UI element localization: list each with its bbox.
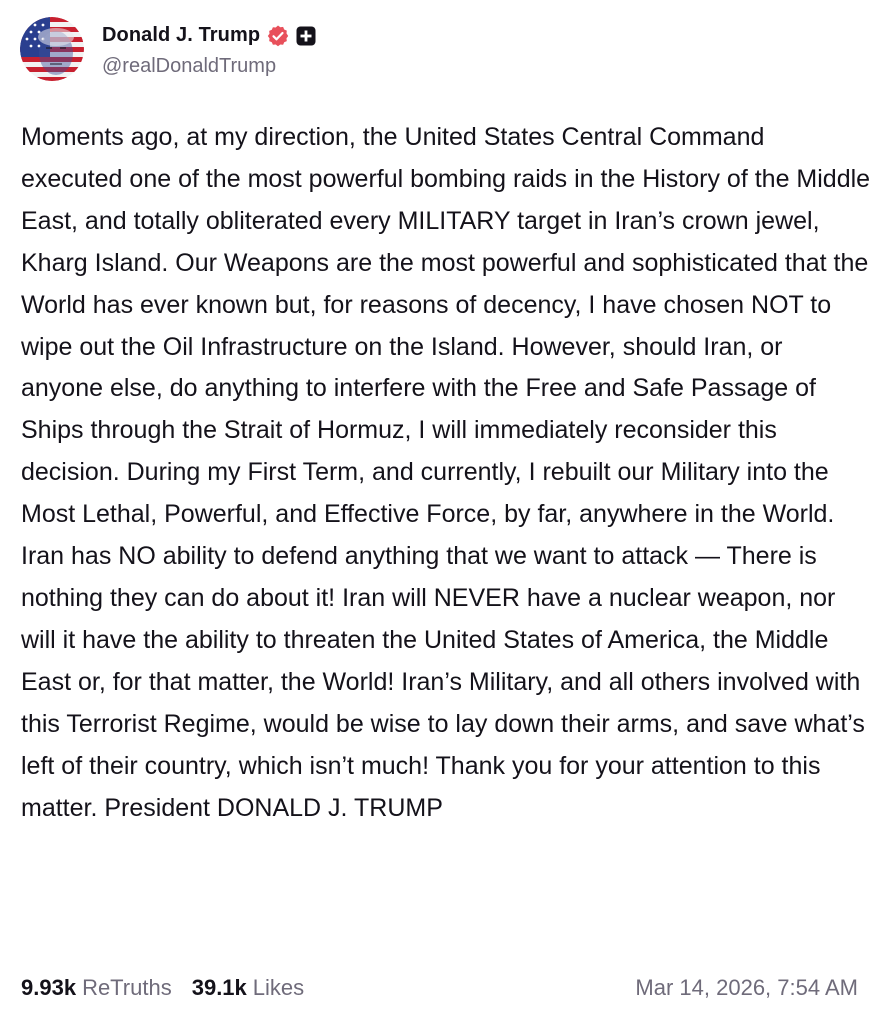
retruths-count: 9.93k xyxy=(21,975,77,1000)
post-footer xyxy=(21,968,858,1008)
retruths-stat[interactable] xyxy=(21,975,172,1001)
avatar-image xyxy=(20,17,84,81)
likes-stat[interactable] xyxy=(192,975,304,1001)
plus-badge-icon xyxy=(296,26,316,46)
retruths-label: ReTruths xyxy=(82,975,172,1000)
post-stats xyxy=(21,975,304,1001)
author-display-name[interactable]: Donald J. Trump xyxy=(102,24,261,46)
avatar[interactable] xyxy=(20,17,84,81)
likes-label: Likes xyxy=(252,975,305,1000)
likes-count: 39.1k xyxy=(191,975,247,1000)
author-name-row xyxy=(102,21,316,51)
verified-badge-icon xyxy=(266,24,290,48)
post-header xyxy=(20,16,316,82)
author-handle[interactable]: @realDonaldTrump xyxy=(102,54,277,77)
post-timestamp[interactable]: Mar 14, 2026, 7:54 AM xyxy=(635,975,858,1000)
post-body-text: Moments ago, at my direction, the United States Central Command executed one of the most powerful bombing raids in the History of the Middle East, and totally obliterated every MILITARY target in Iran’s crown jewel, Kharg Island. Our Weapons are the most powerful and sophisticated that the World has ever known but, for reasons of decency, I have chosen NOT to wipe out the Oil Infrastructure on the Island. However, should Iran, or anyone else, do anything to interfere with the Free and Safe Passage of Ships through the Strait of Hormuz, I will immediately reconsider this decision. During my First Term, and currently, I rebuilt our Military into the Most Lethal, Powerful, and Effective Force, by far, anywhere in the World. Iran has NO ability to defend anything that we want to attack — There is nothing they can do about it! Iran will NEVER have a nuclear weapon, nor will it have the ability to threaten the United States of America, the Middle East or, for that matter, the World! Iran’s Military, and all others involved with this Terrorist Regime, would be wise to lay down their arms, and save what’s left of their country, which isn’t much! Thank you for your attention to this matter. President DONALD J. TRUMP xyxy=(21,123,871,822)
author-info xyxy=(102,21,316,78)
